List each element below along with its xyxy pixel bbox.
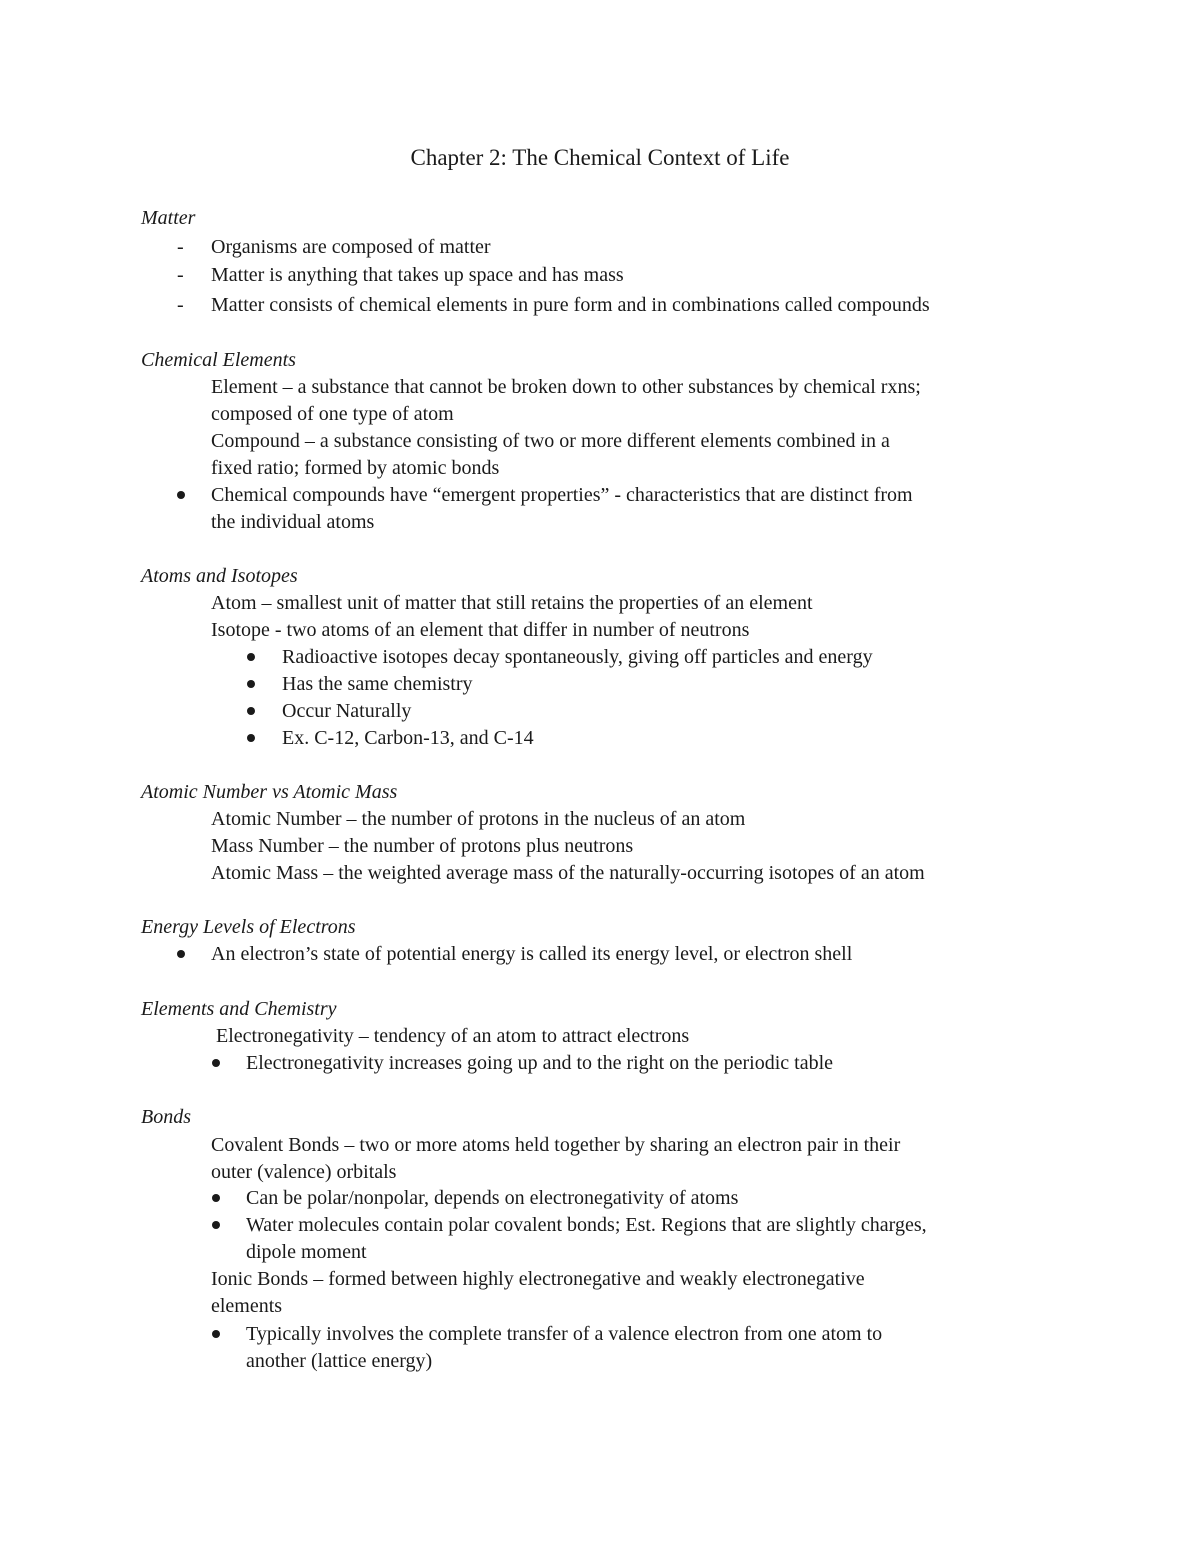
dash-marker: - xyxy=(177,236,184,258)
dash-marker: - xyxy=(177,264,184,286)
bullet-text: Can be polar/nonpolar, depends on electronegativity of atoms xyxy=(246,1187,739,1209)
definition-line: Atom – smallest unit of matter that still retains the properties of an element xyxy=(211,592,813,614)
bullet-icon xyxy=(177,950,185,958)
definition-line: fixed ratio; formed by atomic bonds xyxy=(211,457,500,479)
bullet-icon xyxy=(212,1221,220,1229)
section-heading-matter: Matter xyxy=(141,207,196,229)
section-heading-chemical-elements: Chemical Elements xyxy=(141,349,296,371)
bullet-icon xyxy=(212,1330,220,1338)
dash-marker: - xyxy=(177,294,184,316)
definition-line: Element – a substance that cannot be broken down to other substances by chemical rxns; xyxy=(211,376,921,398)
bullet-text: Water molecules contain polar covalent bonds; Est. Regions that are slightly charges, xyxy=(246,1214,927,1236)
bullet-text: another (lattice energy) xyxy=(246,1350,433,1372)
definition-line: Ionic Bonds – formed between highly electronegative and weakly electronegative xyxy=(211,1268,865,1290)
definition-line: elements xyxy=(211,1295,283,1317)
definition-line: Mass Number – the number of protons plus neutrons xyxy=(211,835,634,857)
bullet-text: Occur Naturally xyxy=(282,700,412,722)
list-item: Matter is anything that takes up space and has mass xyxy=(211,264,624,286)
list-item: Organisms are composed of matter xyxy=(211,236,491,258)
list-item: Matter consists of chemical elements in pure form and in combinations called compounds xyxy=(211,294,930,316)
bullet-icon xyxy=(247,707,255,715)
bullet-text: An electron’s state of potential energy is called its energy level, or electron shell xyxy=(211,943,853,965)
section-heading-energy-levels: Energy Levels of Electrons xyxy=(141,916,356,938)
bullet-icon xyxy=(177,491,185,499)
definition-line: Covalent Bonds – two or more atoms held together by sharing an electron pair in their xyxy=(211,1134,901,1156)
bullet-icon xyxy=(247,653,255,661)
bullet-text: Electronegativity increases going up and to the right on the periodic table xyxy=(246,1052,834,1074)
definition-line: Isotope - two atoms of an element that differ in number of neutrons xyxy=(211,619,750,641)
bullet-icon xyxy=(247,680,255,688)
section-heading-atomic-number: Atomic Number vs Atomic Mass xyxy=(141,781,398,803)
bullet-icon xyxy=(212,1194,220,1202)
bullet-text: Chemical compounds have “emergent properties” - characteristics that are distinct from xyxy=(211,484,913,506)
definition-line: Electronegativity – tendency of an atom to attract electrons xyxy=(216,1025,690,1047)
section-heading-bonds: Bonds xyxy=(141,1106,191,1128)
bullet-icon xyxy=(247,734,255,742)
section-heading-atoms-isotopes: Atoms and Isotopes xyxy=(141,565,298,587)
definition-line: composed of one type of atom xyxy=(211,403,454,425)
bullet-text: the individual atoms xyxy=(211,511,375,533)
section-heading-elements-chemistry: Elements and Chemistry xyxy=(141,998,337,1020)
definition-line: outer (valence) orbitals xyxy=(211,1161,397,1183)
bullet-text: dipole moment xyxy=(246,1241,367,1263)
definition-line: Compound – a substance consisting of two or more different elements combined in a xyxy=(211,430,890,452)
bullet-text: Ex. C-12, Carbon-13, and C-14 xyxy=(282,727,534,749)
bullet-text: Has the same chemistry xyxy=(282,673,473,695)
definition-line: Atomic Mass – the weighted average mass of the naturally-occurring isotopes of an atom xyxy=(211,862,925,884)
bullet-icon xyxy=(212,1059,220,1067)
bullet-text: Typically involves the complete transfer of a valence electron from one atom to xyxy=(246,1323,883,1345)
page-title: Chapter 2: The Chemical Context of Life xyxy=(410,145,790,170)
bullet-text: Radioactive isotopes decay spontaneously, giving off particles and energy xyxy=(282,646,873,668)
definition-line: Atomic Number – the number of protons in the nucleus of an atom xyxy=(211,808,746,830)
